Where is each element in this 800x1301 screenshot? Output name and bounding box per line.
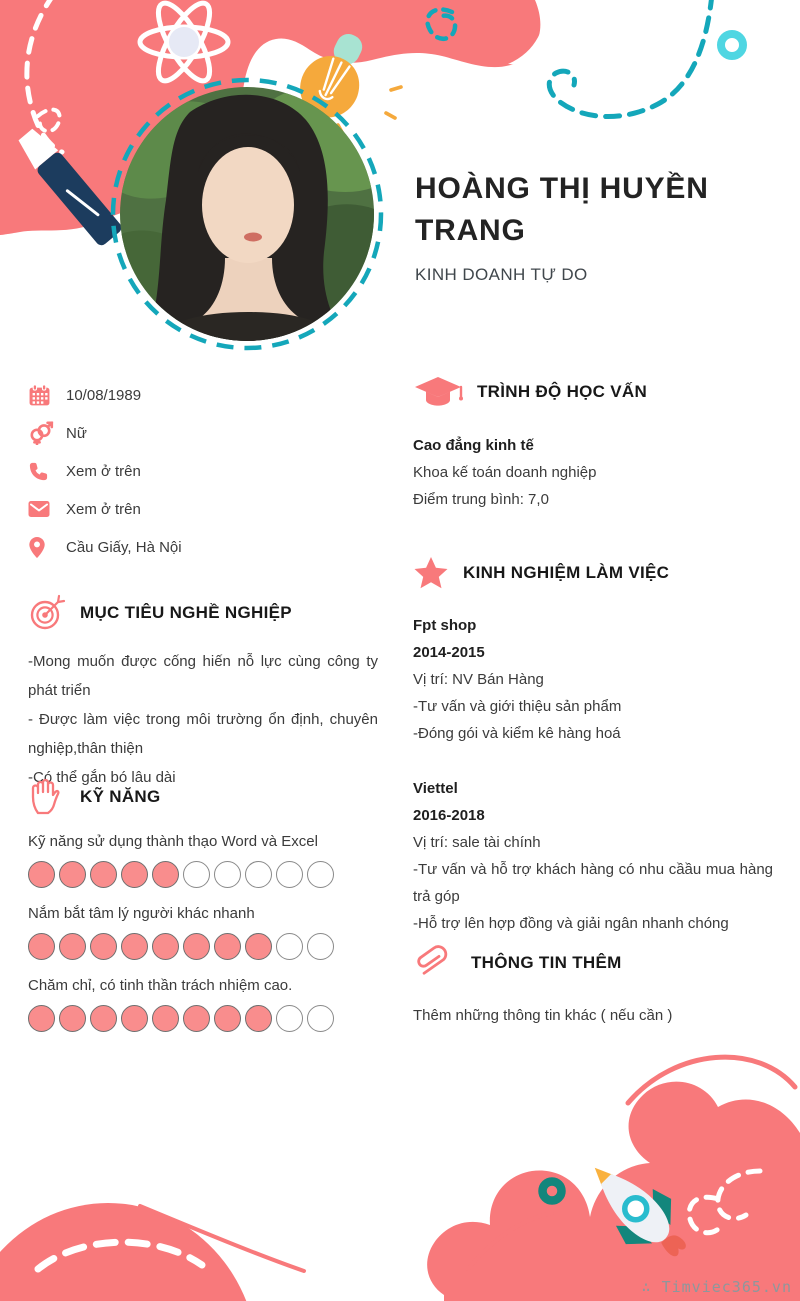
skill-dot	[276, 933, 303, 960]
email-icon	[28, 500, 62, 518]
email-value: Xem ở trên	[66, 500, 141, 518]
phone-value: Xem ở trên	[66, 462, 141, 480]
skill-dot	[307, 933, 334, 960]
job-bullet: -Tư vấn và hỗ trợ khách hàng có nhu cầầu mua hàng trả góp	[413, 861, 773, 905]
additional-note: Thêm những thông tin khác ( nếu cần )	[413, 1007, 673, 1024]
teal-donut	[721, 34, 743, 56]
gender-icon	[28, 421, 62, 445]
skill-dot	[121, 1005, 148, 1032]
job-bullet: -Đóng gói và kiểm kê hàng hoá	[413, 725, 621, 742]
job-period: 2016-2018	[413, 807, 485, 824]
skill-dot	[307, 861, 334, 888]
job-period: 2014-2015	[413, 644, 485, 661]
phone-icon	[28, 461, 62, 482]
job-company: Viettel	[413, 780, 458, 797]
skill-rating	[28, 861, 378, 888]
education-faculty: Khoa kế toán doanh nghiệp	[413, 464, 597, 481]
objective-section	[28, 594, 378, 792]
personal-info-section	[28, 376, 378, 566]
skill-dot	[121, 861, 148, 888]
skill-dot	[245, 1005, 272, 1032]
skill-item	[28, 905, 378, 960]
skill-item	[28, 833, 378, 888]
skill-dot	[90, 1005, 117, 1032]
star-icon	[413, 556, 463, 590]
skill-dot	[245, 933, 272, 960]
skill-rating	[28, 933, 378, 960]
dob-value: 10/08/1989	[66, 386, 142, 404]
skills-section	[28, 778, 378, 1032]
info-row-phone	[28, 452, 378, 490]
skill-dot	[152, 861, 179, 888]
skill-dot	[152, 1005, 179, 1032]
skill-dot	[59, 933, 86, 960]
experience-heading: KINH NGHIỆM LÀM VIỆC	[463, 563, 670, 582]
skill-dot	[28, 1005, 55, 1032]
skill-dot	[121, 933, 148, 960]
objective-item: - Được làm việc trong môi trường ổn định, chuyên nghiệp,thân thiện	[28, 711, 378, 757]
hand-icon	[28, 778, 80, 816]
skill-label: Nắm bắt tâm lý người khác nhanh	[28, 905, 255, 922]
skill-dot	[183, 861, 210, 888]
skill-dot	[59, 1005, 86, 1032]
gender-value: Nữ	[66, 424, 87, 442]
skill-rating	[28, 1005, 378, 1032]
skill-dot	[152, 933, 179, 960]
footer-decoration	[0, 1041, 800, 1301]
graduation-cap-icon	[413, 376, 477, 408]
job-position: Vị trí: sale tài chính	[413, 834, 541, 851]
skill-dot	[90, 933, 117, 960]
skills-heading: KỸ NĂNG	[80, 787, 161, 806]
skill-dot	[307, 1005, 334, 1032]
skill-dot	[28, 861, 55, 888]
job-bullet: -Hỗ trợ lên hợp đồng và giải ngân nhanh chóng	[413, 915, 729, 932]
info-row-address	[28, 528, 378, 566]
additional-section	[413, 942, 773, 1029]
job-bullet: -Tư vấn và giới thiệu sản phẩm	[413, 698, 622, 715]
pink-dome-left	[0, 1203, 258, 1301]
education-gpa: Điểm trung bình: 7,0	[413, 491, 549, 508]
calendar-icon	[28, 384, 62, 407]
objective-item: -Mong muốn được cống hiến nỗ lực cùng công ty phát triển	[28, 653, 378, 699]
skill-dot	[183, 1005, 210, 1032]
skill-dot	[245, 861, 272, 888]
skill-dot	[90, 861, 117, 888]
skill-dot	[276, 861, 303, 888]
skill-dot	[214, 1005, 241, 1032]
paperclip-icon	[413, 942, 471, 984]
additional-heading: THÔNG TIN THÊM	[471, 953, 622, 972]
experience-section	[413, 556, 773, 937]
skill-dot	[59, 861, 86, 888]
objective-item: -Có thể gắn bó lâu dài	[28, 769, 176, 786]
job-entry	[413, 775, 773, 937]
location-icon	[28, 536, 62, 559]
skill-dot	[214, 933, 241, 960]
teal-dashed-curve	[549, 0, 712, 117]
objective-heading: MỤC TIÊU NGHỀ NGHIỆP	[80, 603, 292, 622]
education-section	[413, 376, 773, 513]
address-value: Cầu Giấy, Hà Nội	[66, 538, 182, 556]
skill-dot	[276, 1005, 303, 1032]
skill-label: Kỹ năng sử dụng thành thạo Word và Excel	[28, 833, 318, 850]
skill-dot	[28, 933, 55, 960]
skill-item	[28, 977, 378, 1032]
target-icon	[28, 594, 80, 632]
candidate-title: KINH DOANH TỰ DO	[415, 265, 588, 284]
info-row-gender	[28, 414, 378, 452]
job-entry	[413, 612, 773, 747]
candidate-name: HOÀNG THỊ HUYỀN TRANG	[415, 172, 709, 247]
info-row-dob	[28, 376, 378, 414]
education-school: Cao đẳng kinh tế	[413, 437, 534, 454]
watermark: ∴ Timviec365.vn	[641, 1278, 792, 1296]
job-company: Fpt shop	[413, 617, 477, 634]
skill-dot	[183, 933, 210, 960]
skill-label: Chăm chỉ, có tinh thần trách nhiệm cao.	[28, 977, 293, 994]
education-heading: TRÌNH ĐỘ HỌC VẤN	[477, 382, 648, 401]
info-row-email	[28, 490, 378, 528]
job-position: Vị trí: NV Bán Hàng	[413, 671, 544, 688]
skill-dot	[214, 861, 241, 888]
